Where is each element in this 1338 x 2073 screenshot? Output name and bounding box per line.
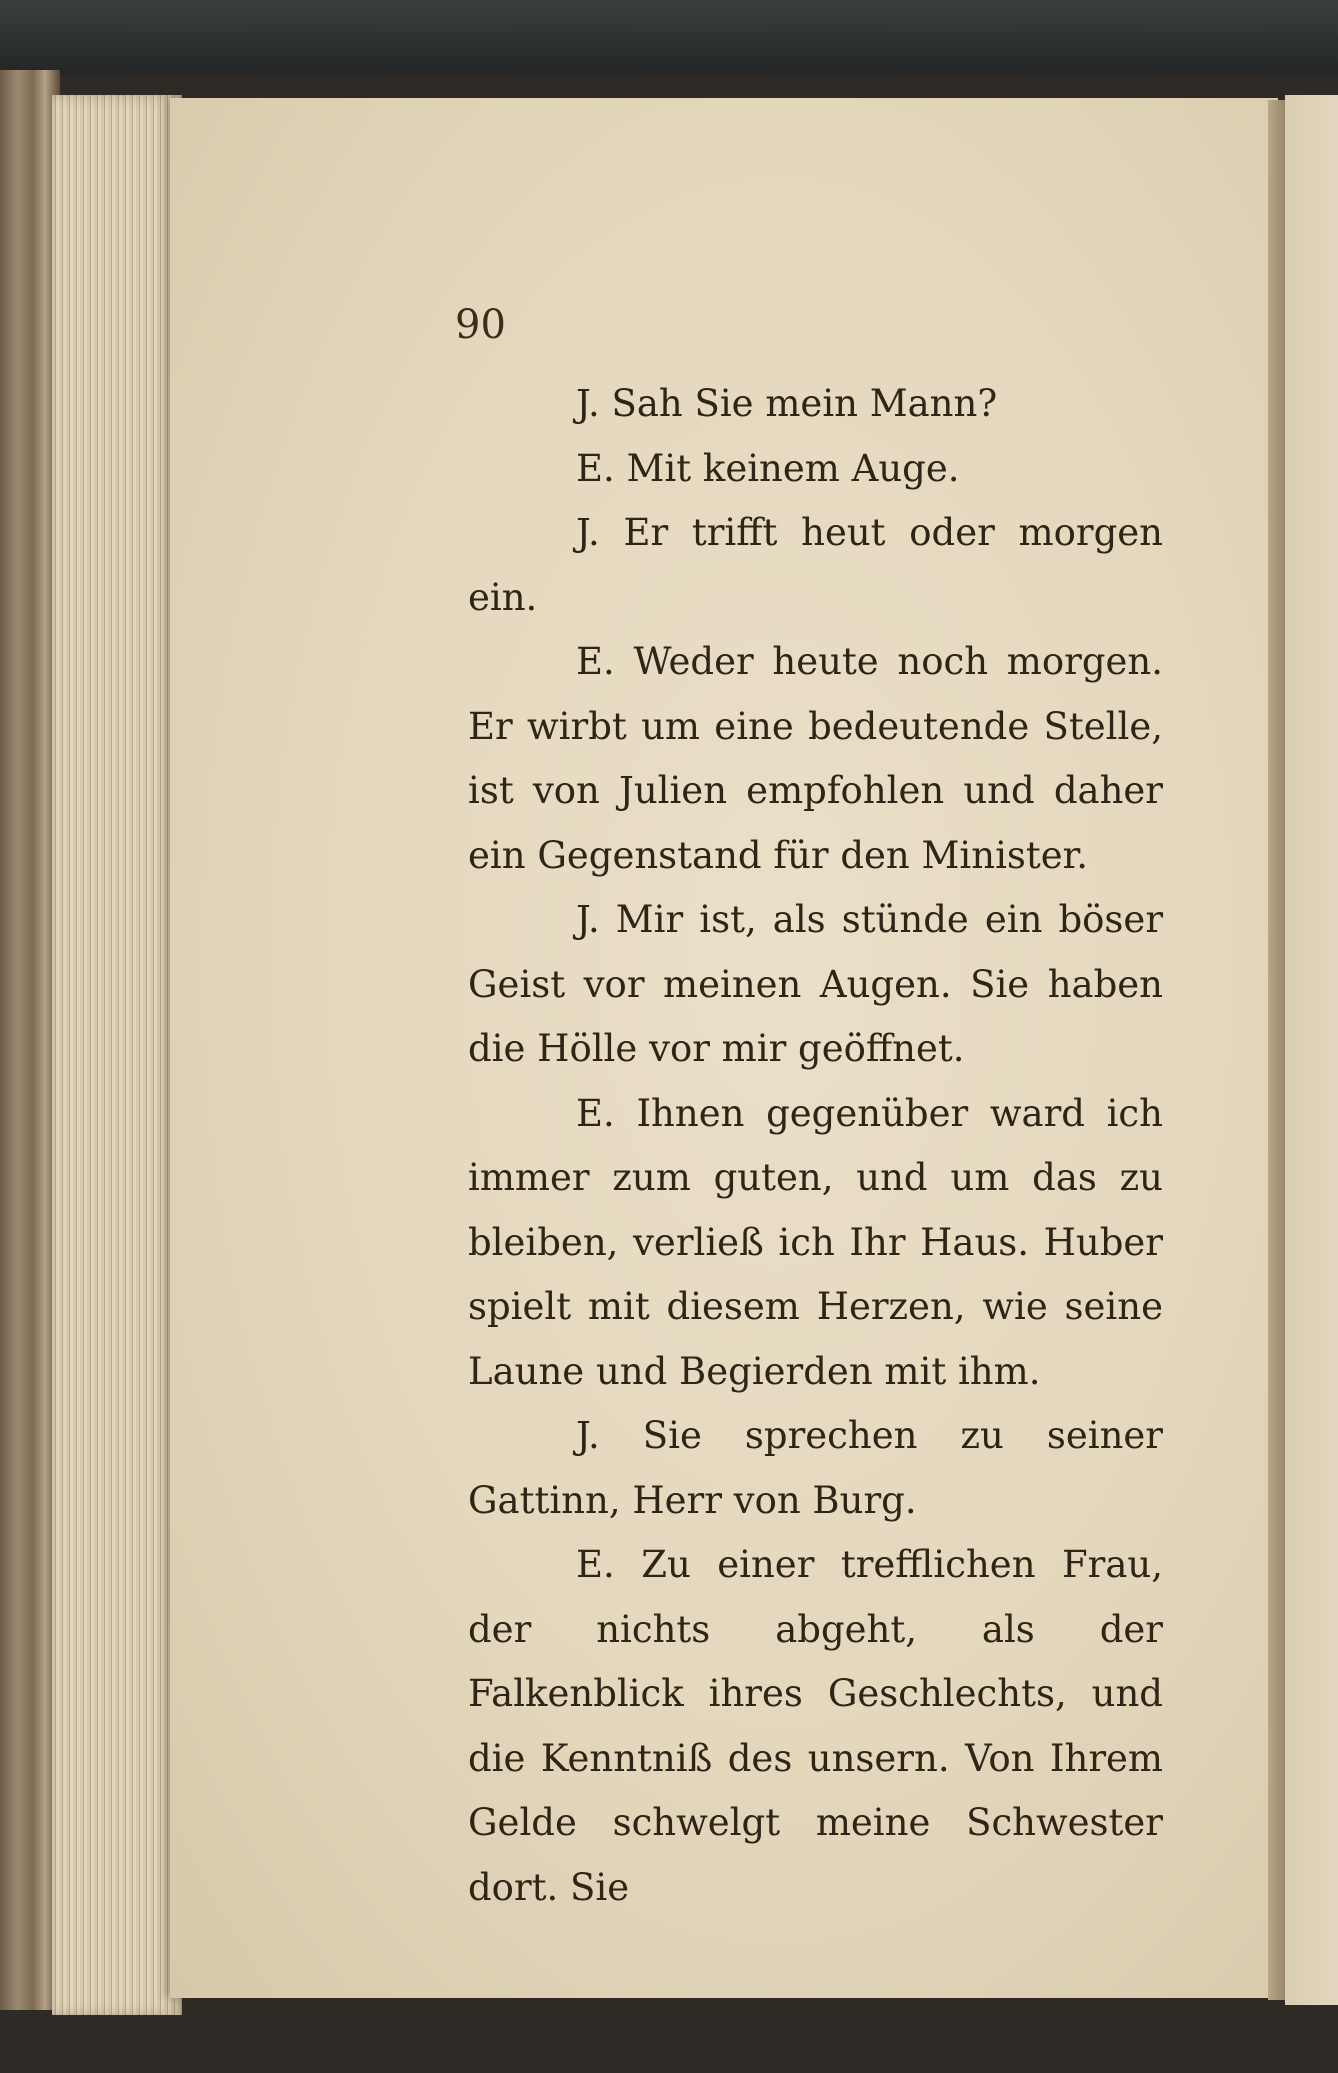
background-surface — [0, 0, 1338, 75]
dialogue-paragraph — [468, 888, 1163, 1082]
dialogue-paragraph — [468, 1082, 1163, 1405]
paragraph-text: Mir ist, als stünde ein böser Geist vor meinen Augen. Sie haben die Hölle vor mir geöffnet. — [468, 898, 1164, 1070]
speaker-label: J. — [576, 382, 600, 425]
paragraph-text: Sah Sie mein Mann? — [611, 382, 998, 425]
speaker-label: J. — [576, 1414, 600, 1457]
paragraph-text: Ihnen gegenüber ward ich immer zum guten, und um das zu bleiben, verließ ich Ihr Haus. Huber spielt mit diesem Herzen, wie seine Laune und Begierden mit ihm. — [468, 1091, 1163, 1393]
paragraph-text: Weder heute noch morgen. Er wirbt um eine bedeutende Stelle, ist von Julien empfohlen und daher ein Gegenstand für den Minister. — [468, 640, 1163, 877]
paragraph-text: Sie sprechen zu seiner Gattinn, Herr von Burg. — [468, 1414, 1163, 1522]
speaker-label: E. — [576, 1543, 615, 1586]
dialogue-paragraph — [468, 630, 1163, 888]
dialogue-text — [468, 372, 1163, 1920]
speaker-label: E. — [576, 1091, 615, 1135]
dialogue-paragraph — [468, 437, 1163, 502]
book-cover-edge — [0, 70, 60, 2010]
page-number: 90 — [455, 302, 506, 348]
speaker-label: J. — [576, 511, 600, 554]
dialogue-paragraph — [468, 1533, 1163, 1920]
dialogue-paragraph — [468, 1404, 1163, 1533]
dialogue-paragraph — [468, 501, 1163, 630]
paragraph-text: Er trifft heut oder morgen ein. — [468, 511, 1163, 619]
speaker-label: E. — [576, 446, 615, 490]
paragraph-text: Zu einer trefflichen Frau, der nichts abgeht, als der Falkenblick ihres Geschlechts, und die Kenntniß des unsern. Von Ihrem Gelde schwelgt meine Schwester dort. Sie — [468, 1543, 1163, 1909]
speaker-label: E. — [576, 640, 615, 683]
speaker-label: J. — [576, 898, 600, 941]
paragraph-text: Mit keinem Auge. — [626, 446, 960, 490]
page-stack-edges — [52, 95, 182, 2015]
dialogue-paragraph — [468, 372, 1163, 437]
facing-page-edge — [1285, 95, 1338, 2005]
